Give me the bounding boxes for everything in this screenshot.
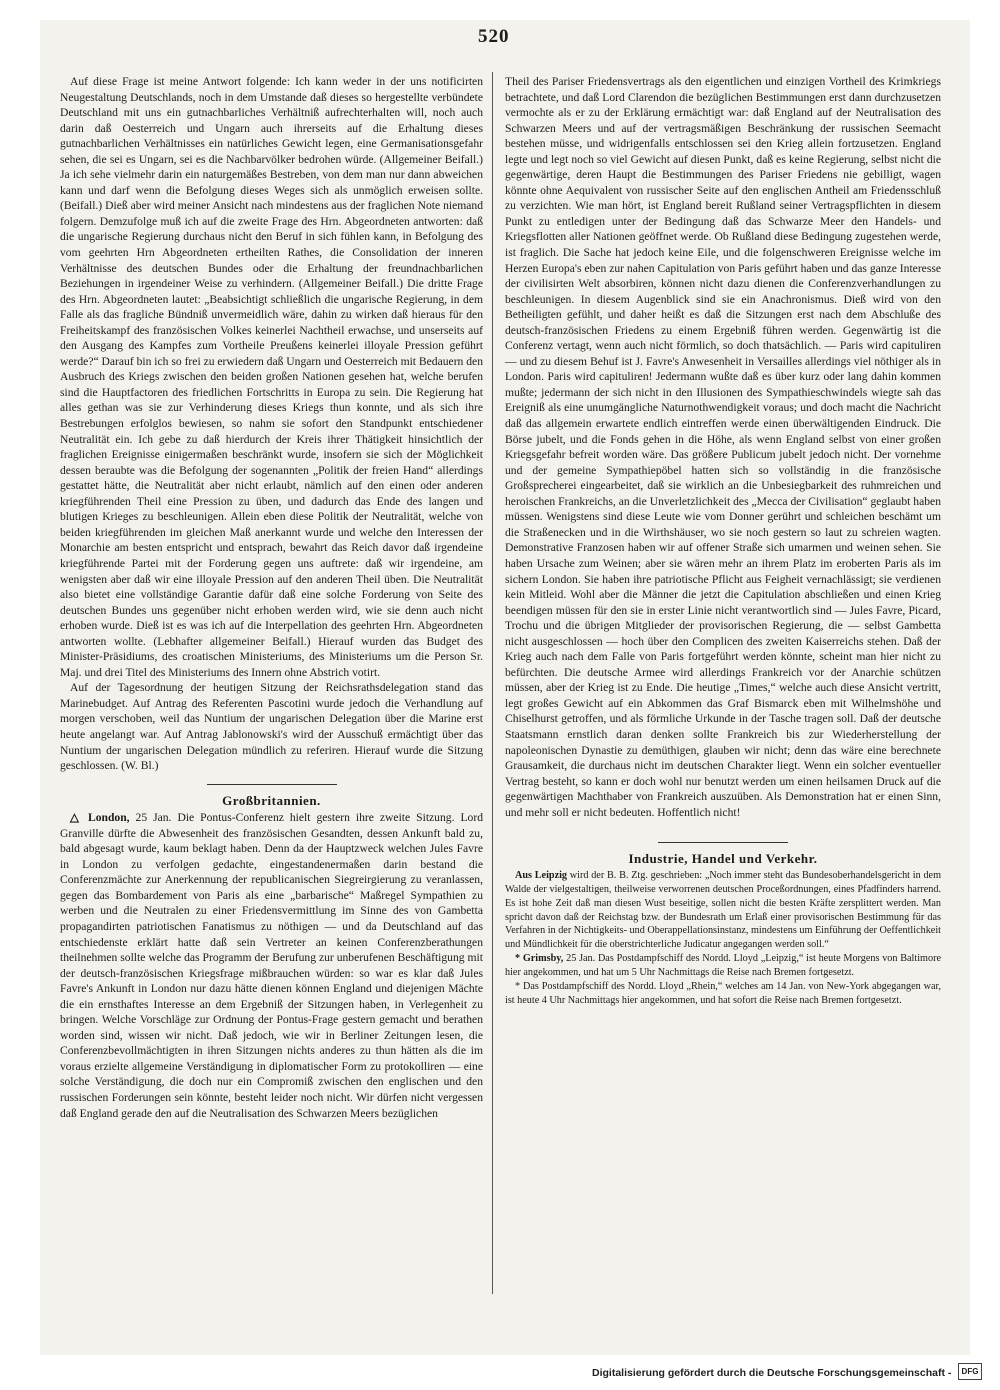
paragraph: Auf der Tagesordnung der heutigen Sitzung der Reichsrathsdelegation stand das Marinebudget. Auf Antrag des Referenten Pascotini wurde jedoch die Verhandlung auf morgen verschoben, weil das Nuntium der ungarischen Delegation über die Marine erst heute angelangt war. Auf Antrag Jablonowski's wird der Ausschuß ermächtigt über das Nuntium der ungarischen Delegation mündlich zu referiren. Hierauf wurde die Sitzung geschlossen. (W. Bl.) — [60, 681, 483, 773]
section-heading-industrie: Industrie, Handel und Verkehr. — [505, 842, 941, 867]
notice — [505, 980, 941, 1008]
notice-text: Postdampfschiff des Nordd. Lloyd „Rhein,“ welches am 14 Jan. von New-York abgegangen war, ist heute 4 Uhr Nachmittags hier angekommen, und hat sofort die Reise nach Bremen fortgesetzt. — [505, 981, 942, 1006]
notice-place: * Das — [515, 981, 539, 993]
dateline-place: △ London, — [70, 811, 130, 825]
notice-place: Aus Leipzig — [515, 869, 568, 881]
notice — [505, 952, 941, 980]
paragraph-text: Die Pontus-Conferenz hielt gestern ihre zweite Sitzung. Lord Granville dürfte die Abwesenheit des französischen Gesandten, dessen Ankunft bald zu, bald abgesagt wurde, kaum beklagt haben. Denn da der Hauptzweck welchen Jules Favre in London zu verfolgen gedachte, eingestandenermaßen darin bestand die Conferenzmächte zur Anerkennung der republicanischen Siegreirgierung zu veranlassen, gegen das Bombardement von Paris als eine „barbarische“ Maßregel Sympathien zu werben und die Neutralen zu einer Friedensvermittlung im Sinne des von Gambetta propagandirten patriotischen Fanatismus zu nöthigen — und da Deutschland auf das entschiedenste erklärt hatte daß sein Vertreter an keinen Conferenzberathungen theilnehmen sollte welche das Programm der Berufung zur unberufenen Beschäftigung mit der deutsch-französischen Kriegsfrage mißbrauchen würden: so war es klar daß Jules Favre's Ankunft in London nur dazu hätte dienen können England und diejenigen Mächte die ein ernsthaftes Interesse an dem Ergebniß der Sitzungen haben, in Verlegenheit zu bringen. Welche Vorschläge zur Ordnung der Pontus-Frage gestern gemacht und berathen worden sind, wissen wir nicht. Daß jedoch, wie wir in Berliner Zeitungen lesen, die Conferenzbevollmächtigten in ihren Sitzungen nichts anderes zu thun hätten als die im voraus erzielte allgemeine Verständigung in diplomatischer Form zu protokolliren — eine solche Verständigung, die doch nur ein Compromiß zwischen den englischen und den russischen Forderungen sein könnte, besteht leider noch nicht. Wir dürfen nicht vergessen daß England gerade den auf die Neutralisation des Schwarzen Meers bezüglichen — [60, 811, 483, 1120]
left-column — [60, 74, 483, 1121]
dateline-date: 25 Jan. — [135, 811, 172, 825]
paragraph: Theil des Pariser Friedensvertrags als den eigentlichen und einzigen Vortheil des Krimkriegs betrachtete, und daß Lord Clarendon die bezüglichen Bestimmungen erst dann durchzusetzen vermochte als er zu der Erklärung ermächtigt war: daß England auf der Neutralisation des Schwarzen Meers und auf der vertragsmäßigen Beschränkung der russischen Seemacht bestehen müsse, und widrigenfalls entschlossen sei den Krieg allein fortzusetzen. England legte und legt noch so viel Gewicht auf diesen Punkt, daß es keine Regierung, selbst nicht die gegenwärtige, deren Haupt die Bestimmungen des Pariser Friedens nie gebilligt, wagen könnte ohne Aequivalent von russischer Seite auf den englischen Antheil am Friedensschluß zu verzichten. Wie man hört, ist England bereit Rußland seiner Vertragspflichten in diesem Punkt zu entledigen unter der Bedingung daß das Schwarze Meer den Handels- und Kriegsflotten aller Nationen geöffnet werde. Ob Rußland diese Bedingung zugestehen werde, ist fraglich. Die Sache hat jedoch keine Eile, und die folgenschweren Ereignisse welche im Herzen Europa's eben zur nahen Capitulation von Paris geführt haben und das ganze Interesse der civilisirten Welt absorbiren, können nicht dazu dienen die Conferenzverhandlungen zu beschleunigen. In diesem Augenblick sind sie ein Anachronismus. Dieß wird von den Betheiligten gefühlt, und daher heißt es daß die Sitzungen erst nach dem Abschluße des deutsch-französischen Friedens zu einem Ergebniß führen werden. Gegenwärtig ist die Conferenz vertagt, wenn auch nicht förmlich, so doch thatsächlich. — Paris wird capituliren — und zu diesem Behuf ist J. Favre's Anwesenheit in Versailles allerdings viel nöthiger als in London. Paris wird capituliren! Jedermann wußte daß es über kurz oder lang dahin kommen mußte; jedermann der sich nicht in den Illusionen des Sympathieschwindels wiegte sah das Ereigniß als eine unumgängliche Naturnothwendigkeit voraus; und doch macht die Nachricht daß das allgemein erwartete endlich eintreffen werde einen überwältigenden Eindruck. Die Börse jubelt, und die Fonds gehen in die Höhe, als wenn England selbst von einer großen Kriegsgefahr befreit worden wäre. Das größere Publicum jubelt jedoch nicht. Der vornehme und der gemeine Sympathiepöbel hatten sich so vollständig in die französische Großsprecherei eingearbeitet, daß sie wirklich an die Unbesiegbarkeit des ruhmreichen und heroischen Frankreichs, an die Unverletzlichkeit des „Mecca der Civilisation“ geglaubt haben müssen. Wenigstens sind diese Leute wie vom Donner gerührt und schleichen beschämt um die Straßenecken und in die Wirthshäuser, wo sie noch gestern so laut zu schreien wagten. Demonstrative Franzosen haben wir auf offener Straße sich umarmen und weinen sehen. Sie haben Ursache zum Weinen; aber sie wären mehr an ihrem Platz im eroberten Paris als im sichern London. Sie haben ihre patriotische Pflicht aus Feigheit vernachlässigt; sie verdienen kein Mitleid. Wohl aber die Männer die jetzt die Capitulation abschließen und einen Krieg beendigen müssen für den sie in erster Linie nicht verantwortlich sind — Jules Favre, Picard, Trochu und die übrigen Mitglieder der provisorischen Regierung, die — selbst Gambetta nicht ausgeschlossen — hoch über den Complicen des zweiten Kaiserreichs stehen. Daß der Krieg auch nach dem Falle von Paris fortgeführt werden könnte, scheint man hier nicht zu befürchten. Die deutsche Armee wird allerdings Frankreich vor der Anarchie schützen müssen, aber der Krieg ist zu Ende. Die heutige „Times,“ welche auch diese Ansicht vertritt, legt großes Gewicht auf ein Abkommen das Graf Bismarck eben mit Wilhelmshöhe und Chiselhurst getroffen, und als förmliche Urkunde in der Tasche tragen soll. Daß der deutsche Staatsmann ernstlich daran denken sollte Frankreich bis zur Wiederherstellung der napoleonischen Dynastie zu demüthigen, glauben wir nicht; denn das wäre eine berechnete Grausamkeit, die durchaus nicht im deutschen Charakter liegt. Wenn ein solcher eventueller Vertrag besteht, so kann er doch wohl nur benutzt werden um einen heilsamen Druck auf die gegenwärtigen Machthaber von Frankreich auszuüben. Als Demonstration hat er einen Sinn, und mehr soll er nicht bedeuten. Hoffentlich nicht! — [505, 75, 941, 819]
notice-place: * Grimsby, — [515, 953, 564, 965]
right-column — [505, 74, 941, 1008]
column-divider — [492, 72, 493, 1294]
notices — [505, 869, 941, 1008]
notice-text: wird der B. B. Ztg. geschrieben: „Noch immer steht das Bundesoberhandelsgericht in dem Walde der vielgestaltigen, theilweise verworrenen deutschen Proceßordnungen, eines Pfadfinders harrend. Es ist hohe Zeit daß man diesen Wust beseitige, sollen nicht die besten Kräfte zersplittert werden. Man spricht davon daß der Reichstag bzw. der Bundesrath um Erlaß einer provisorischen Bestimmung für das Verfahren in der Nichtigkeits- und Oberappellationsinstanz, mindestens um Einführung der Oeffentlichkeit und Mündlichkeit für die oberstrichterliche Judicatur angegangen werden soll.“ — [505, 869, 942, 951]
dfg-logo: DFG — [958, 1363, 982, 1380]
paragraph: Auf diese Frage ist meine Antwort folgende: Ich kann weder in der uns notificirten Neugestaltung Deutschlands, noch in dem Umstande daß dieses so hergestellte verbündete Deutschland mit uns ein gutnachbarliches Verhältniß aufrechterhalten will, noch auch darin daß Oesterreich und Ungarn auch ihrerseits auf die Erhaltung dieses gutnachbarlichen Verhältnisses ein natürliches Gewicht legen, eine Germanisationsgefahr sehen, die sei es Ungarn, sei es die Nachbarvölker bedrohen würde. (Allgemeiner Beifall.) Ja ich sehe vielmehr darin ein naturgemäßes Bestreben, von dem man nur dann abweichen kann und darf wenn die Befolgung dieses Weges sich als unmöglich erweisen sollte. (Beifall.) Dieß aber wird meiner Ansicht nach mindestens aus der fraglichen Note niemand folgern. Demzufolge muß ich auf die zweite Frage des Hrn. Abgeordneten antworten: daß die ungarische Regierung durchaus nicht den Beruf in sich fühlen kann, in Befolgung des vom geehrten Hrn Abgeordneten ertheilten Rathes, die Consolidation der inneren Verhältnisse des deutschen Bundes oder die Erhaltung der freundnachbarlichen Beziehungen in irgendeiner Weise zu verhindern. (Allgemeiner Beifall.) Die dritte Frage des Hrn. Abgeordneten lautet: „Beabsichtigt schließlich die ungarische Regierung, in dem Falle als das fragliche Bündniß unvermeidlich wäre, dahin zu wirken daß hieraus für den Freiheitskampf des französischen Volkes keinerlei Nachtheil erwachse, und unserseits auf den Ausgang des Kampfes zum Vortheile Preußens keinerlei illoyale Pression geführt werde?“ Darauf bin ich so frei zu erwiedern daß Ungarn und Oesterreich mit Bedauern den Ausbruch des Kriegs zwischen den beiden großen Nationen gesehen hat, welche berufen sind die Hauptfactoren des friedlichen Fortschritts in Europa zu sein. Die Regierung hat alles gethan was sie zur Verhinderung dieses Kriegs thun konnte, und als sich ihre Bestrebungen erfolglos bewiesen, so nahm sie sofort den Standpunkt entschiedener Neutralität ein. Ich gebe zu daß hierdurch der Kreis ihrer Thätigkeit hinsichtlich der fraglichen Ereignisse einigermaßen beschränkt wurde, insofern sie sich der Möglichkeit dessen beraubte was die Befolgung der sogenannten „Politik der freien Hand“ allerdings gestattet hätte, die Neutralität aber nicht erlaubt, nämlich auf den einen oder anderen kriegführenden Theil eine Pression zu üben, und dadurch das Ende des langen und blutigen Krieges zu beschleunigen. Allein eben diese Politik der Neutralität, welche von beiden kriegführenden im gleichen Maß anerkannt wurde und welche den Interessen der Monarchie am besten entspricht und entsprach, bewahrt das Reich davor daß irgendeine kriegführende Partei mit der Forderung gegen uns auftrete: daß wir irgendeine, am wenigsten aber daß wir eine illoyale Pression auf den anderen Theil üben. Die Neutralität also bietet eine vollständige Garantie dafür daß eine solche Forderung von Seite des deutschen Bundes uns gegenüber nicht erhoben werden wird, wie sie denn auch nicht erhoben wurde. Dieß ist es was ich auf die Interpellation des geehrten Hrn. Abgeordneten antworten wollte. (Lebhafter allgemeiner Beifall.) Hierauf wurden das Budget des Minister-Präsidiums, des croatischen Ministeriums, des Ministeriums um die Person Sr. Maj. und drei Titel des Ministeriums des Innern ohne Abstrich votirt. — [60, 75, 483, 679]
notice-text: 25 Jan. Das Postdampfschiff des Nordd. Lloyd „Leipzig,“ ist heute Morgens von Baltimore hier angekommen, und hat um 5 Uhr Nachmittags die Reise nach Bremen fortgesetzt. — [505, 953, 941, 979]
section-heading-grossbritannien: Großbritannien. — [60, 784, 483, 809]
digitization-footer: Digitalisierung gefördert durch die Deutsche Forschungsgemeinschaft - — [592, 1367, 952, 1379]
notice — [505, 869, 941, 952]
paragraph-london — [60, 810, 483, 1121]
page-number: 520 — [478, 26, 510, 47]
